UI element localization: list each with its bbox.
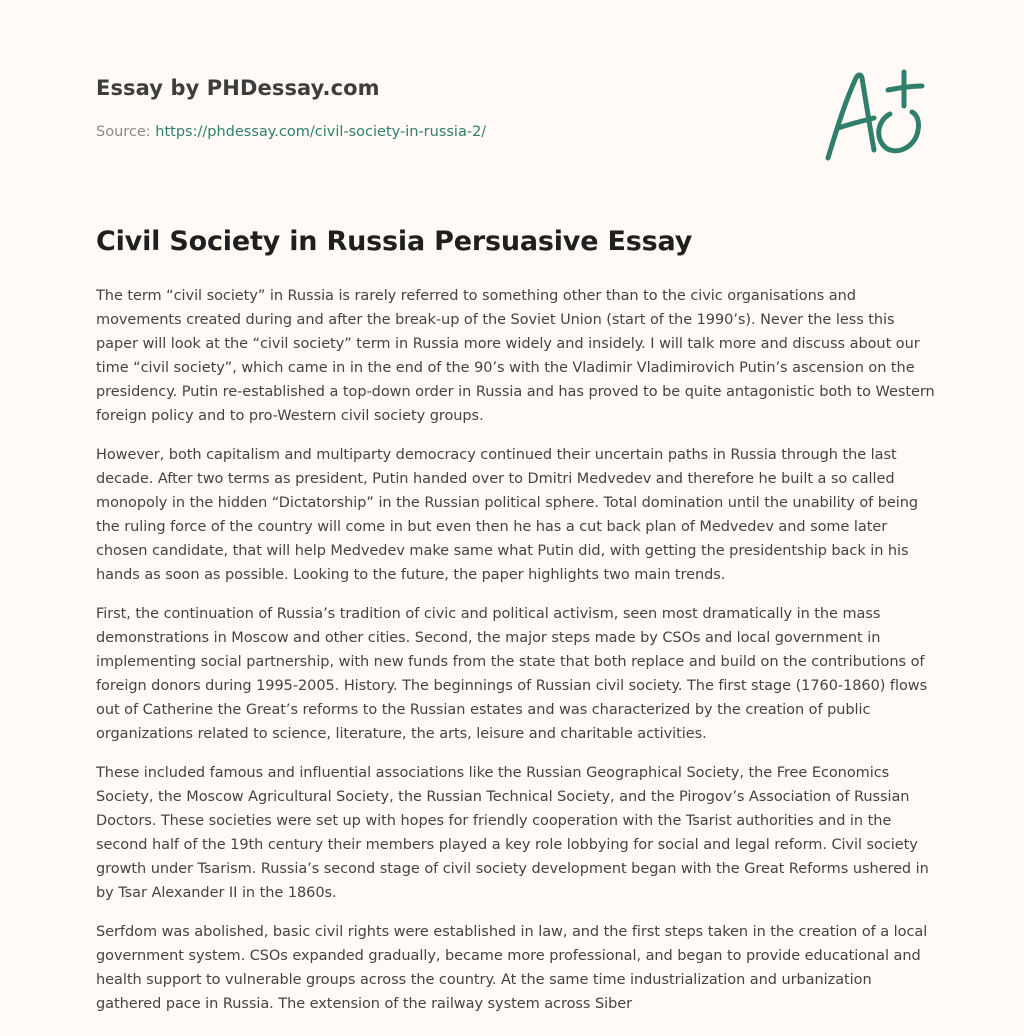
- paragraph: However, both capitalism and multiparty democracy continued their uncertain paths in Russia through the last decade. After two terms as president, Putin handed over to Dmitri Medvedev and therefore he built a so called monopoly in the hidden “Dictatorship” in the Russian political sphere. Total domination until the unability of being the ruling force of the country will come in but even then he has a cut back plan of Medvedev and some later chosen candidate, that will help Medvedev make same what Putin did, with getting the presidentship back in his hands as soon as possible. Looking to the future, the paper highlights two main trends.: [96, 447, 919, 583]
- article-body: [96, 284, 936, 1031]
- paragraph: First, the continuation of Russia’s tradition of civic and political activism, seen most dramatically in the mass demonstrations in Moscow and other cities. Second, the major steps made by CSOs and local government in implementing social partnership, with new funds from the state that both replace and build on the contributions of foreign donors during 1995-2005. History. The beginnings of Russian civil society. The first stage (1760-1860) flows out of Catherine the Great’s reforms to the Russian estates and was characterized by the creation of public organizations related to science, literature, the arts, leisure and charitable activities.: [96, 606, 928, 742]
- paragraph: These included famous and influential associations like the Russian Geographical Society, the Free Economics Society, the Moscow Agricultural Society, the Russian Technical Society, and the Pirogov’s Association of Russian Doctors. These societies were set up with hopes for friendly cooperation with the Tsarist authorities and in the second half of the 19th century their members played a key role lobbying for social and legal reform. Civil society growth under Tsarism. Russia’s second stage of civil society development began with the Great Reforms ushered in by Tsar Alexander II in the 1860s.: [96, 765, 929, 901]
- source-line: [96, 124, 486, 140]
- site-brand: Essay by PHDessay.com: [96, 76, 380, 100]
- paragraph: Serfdom was abolished, basic civil rights were established in law, and the first steps taken in the creation of a local government system. CSOs expanded gradually, became more professional, and began to provide educational and health support to vulnerable groups across the country. At the same time industrialization and urbanization gathered pace in Russia. The extension of the railway system across Siber: [96, 924, 928, 1012]
- source-label: Source:: [96, 124, 156, 140]
- article-title: Civil Society in Russia Persuasive Essay: [96, 226, 693, 257]
- a-plus-grade-icon: [818, 66, 928, 166]
- paragraph: The term “civil society” in Russia is rarely referred to something other than to the civic organisations and movements created during and after the break-up of the Soviet Union (start of the 1990’s). Never the less this paper will look at the “civil society” term in Russia more widely and insidely. I will talk more and discuss about our time “civil society”, which came in in the end of the 90’s with the Vladimir Vladimirovich Putin’s ascension on the presidency. Putin re-established a top-down order in Russia and has proved to be quite antagonistic both to Western foreign policy and to pro-Western civil society groups.: [96, 288, 935, 424]
- source-link[interactable]: https://phdessay.com/civil-society-in-russia-2/: [155, 124, 487, 140]
